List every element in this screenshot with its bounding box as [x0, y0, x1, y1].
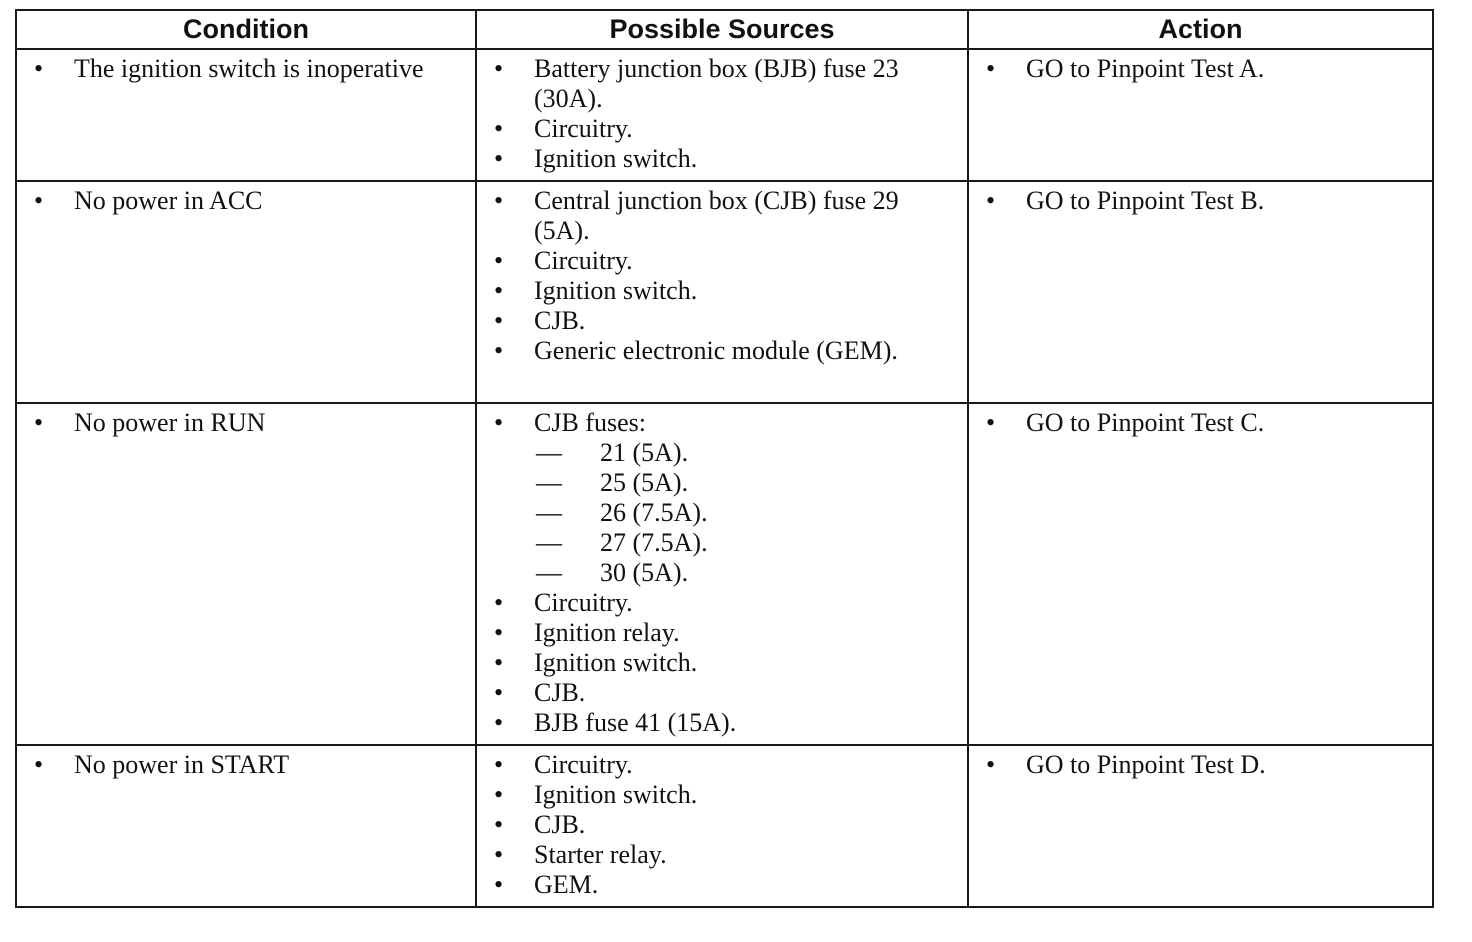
condition-text: • No power in ACC: [29, 186, 465, 216]
condition-cell: [16, 181, 476, 403]
source-item: • Ignition switch.: [489, 780, 957, 810]
source-item: • Ignition switch.: [489, 648, 957, 678]
source-item: [489, 408, 957, 588]
header-condition: Condition: [16, 10, 476, 49]
fuse-item: — 25 (5A).: [534, 468, 957, 498]
source-item: • CJB.: [489, 810, 957, 840]
sources-cell: [476, 49, 968, 181]
diagnostic-table: [15, 9, 1434, 908]
action-cell: [968, 49, 1433, 181]
fuse-item: — 21 (5A).: [534, 438, 957, 468]
header-row: [16, 10, 1433, 49]
source-item: • Central junction box (CJB) fuse 29 (5A).: [489, 186, 957, 246]
action-text: • GO to Pinpoint Test C.: [981, 408, 1422, 438]
source-item: • Ignition switch.: [489, 144, 957, 174]
condition-cell: [16, 745, 476, 907]
fuse-item: — 30 (5A).: [534, 558, 957, 588]
action-cell: [968, 181, 1433, 403]
source-item: • Starter relay.: [489, 840, 957, 870]
source-item: • GEM.: [489, 870, 957, 900]
source-item: • CJB.: [489, 678, 957, 708]
fuse-list: [534, 438, 957, 588]
action-text: • GO to Pinpoint Test D.: [981, 750, 1422, 780]
sources-cell: [476, 403, 968, 745]
header-possible-sources: Possible Sources: [476, 10, 968, 49]
source-item: • Circuitry.: [489, 588, 957, 618]
source-item: • Generic electronic module (GEM).: [489, 336, 957, 366]
action-cell: [968, 745, 1433, 907]
table-row: [16, 181, 1433, 403]
source-item: • Battery junction box (BJB) fuse 23 (30A).: [489, 54, 957, 114]
condition-cell: [16, 403, 476, 745]
condition-cell: [16, 49, 476, 181]
source-item: • CJB.: [489, 306, 957, 336]
source-item: • Ignition switch.: [489, 276, 957, 306]
sources-cell: [476, 181, 968, 403]
action-text: • GO to Pinpoint Test A.: [981, 54, 1422, 84]
source-item: • BJB fuse 41 (15A).: [489, 708, 957, 738]
table-row: [16, 403, 1433, 745]
fuse-item: — 26 (7.5A).: [534, 498, 957, 528]
fuse-item: — 27 (7.5A).: [534, 528, 957, 558]
condition-text: • No power in RUN: [29, 408, 465, 438]
source-item: • Ignition relay.: [489, 618, 957, 648]
action-cell: [968, 403, 1433, 745]
header-action: Action: [968, 10, 1433, 49]
source-item: • Circuitry.: [489, 750, 957, 780]
condition-text: • The ignition switch is inoperative: [29, 54, 465, 84]
table-row: [16, 49, 1433, 181]
source-item: • Circuitry.: [489, 246, 957, 276]
table-row: [16, 745, 1433, 907]
action-text: • GO to Pinpoint Test B.: [981, 186, 1422, 216]
sources-cell: [476, 745, 968, 907]
fuses-heading: CJB fuses:: [534, 408, 646, 437]
condition-text: • No power in START: [29, 750, 465, 780]
source-item: • Circuitry.: [489, 114, 957, 144]
